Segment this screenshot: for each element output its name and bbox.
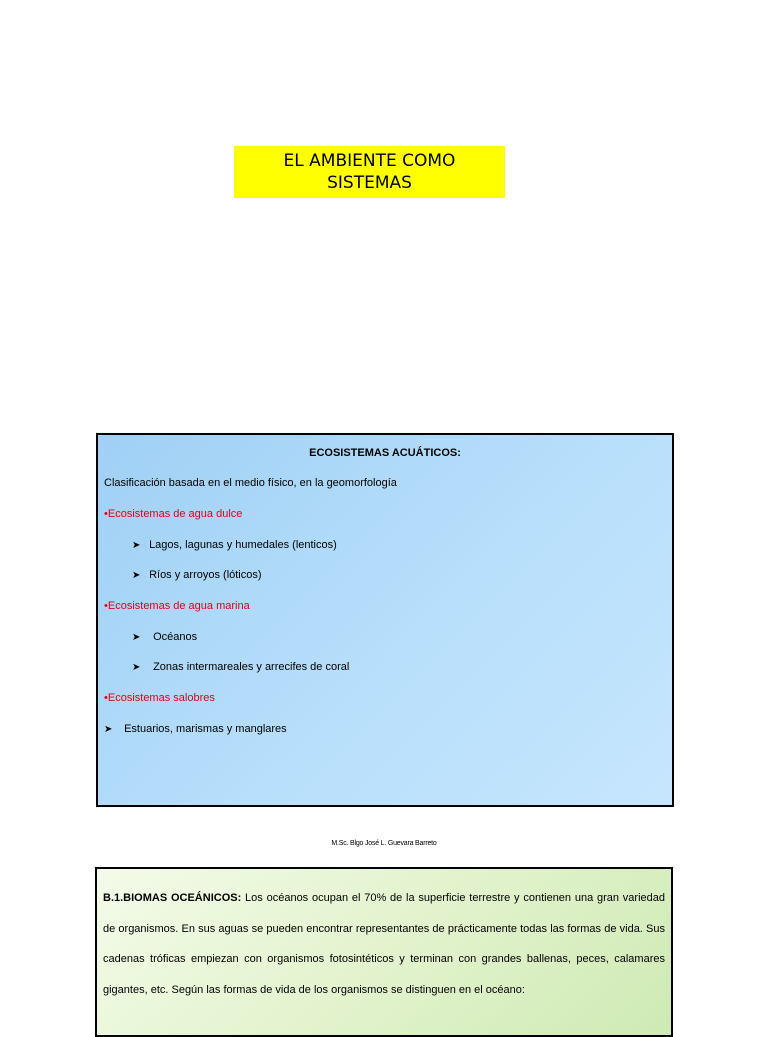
list-item [132,539,337,551]
list-item-label: Ríos y arroyos (lóticos) [149,569,262,581]
arrow-bullet-icon: ➤ [132,662,141,673]
bullet-icon: • [104,692,108,704]
list-item [132,661,349,673]
title-box [234,146,505,198]
bullet-icon: • [104,508,108,520]
category-marine [104,600,250,612]
aquatic-ecosystems-panel [96,433,674,807]
arrow-bullet-icon: ➤ [132,540,141,551]
title-line-2: SISTEMAS [327,173,412,193]
category-freshwater-label: Ecosistemas de agua dulce [107,508,243,520]
category-brackish [104,692,215,704]
list-item [104,723,287,735]
aquatic-intro: Clasificación basada en el medio físico, en la geomorfología [104,477,397,489]
arrow-bullet-icon: ➤ [132,632,141,643]
section-text: Los océanos ocupan el 70% de la superficie terrestre y contienen una gran variedad de organismos. En sus aguas se pueden encontrar representantes de prácticamente todas las formas de vida. Sus cadenas tróficas empiezan con organismos fotosintéticos y terminan con grandes ballenas, peces, calamares gigantes, etc. Según las formas de vida de los organismos se distinguen en el océano: [103,892,665,996]
list-item [132,569,262,581]
arrow-bullet-icon: ➤ [132,570,141,581]
aquatic-heading: ECOSISTEMAS ACUÁTICOS: [309,447,461,459]
category-brackish-label: Ecosistemas salobres [107,692,215,704]
list-item [132,631,197,643]
bullet-icon: • [104,600,108,612]
list-item-label: Lagos, lagunas y humedales (lenticos) [149,539,337,551]
category-freshwater [104,508,242,520]
oceanic-biomes-panel [95,867,673,1037]
author-credit: M.Sc. Blgo José L. Guevara Barreto [331,840,437,847]
section-label: B.1.BIOMAS OCEÁNICOS: [103,892,242,904]
title-line-1: EL AMBIENTE COMO [283,151,456,171]
list-item-label: Estuarios, marismas y manglares [124,723,287,735]
list-item-label: Zonas intermareales y arrecifes de coral [153,661,350,673]
arrow-bullet-icon: ➤ [104,724,113,735]
list-item-label: Océanos [153,631,198,643]
category-marine-label: Ecosistemas de agua marina [107,600,250,612]
